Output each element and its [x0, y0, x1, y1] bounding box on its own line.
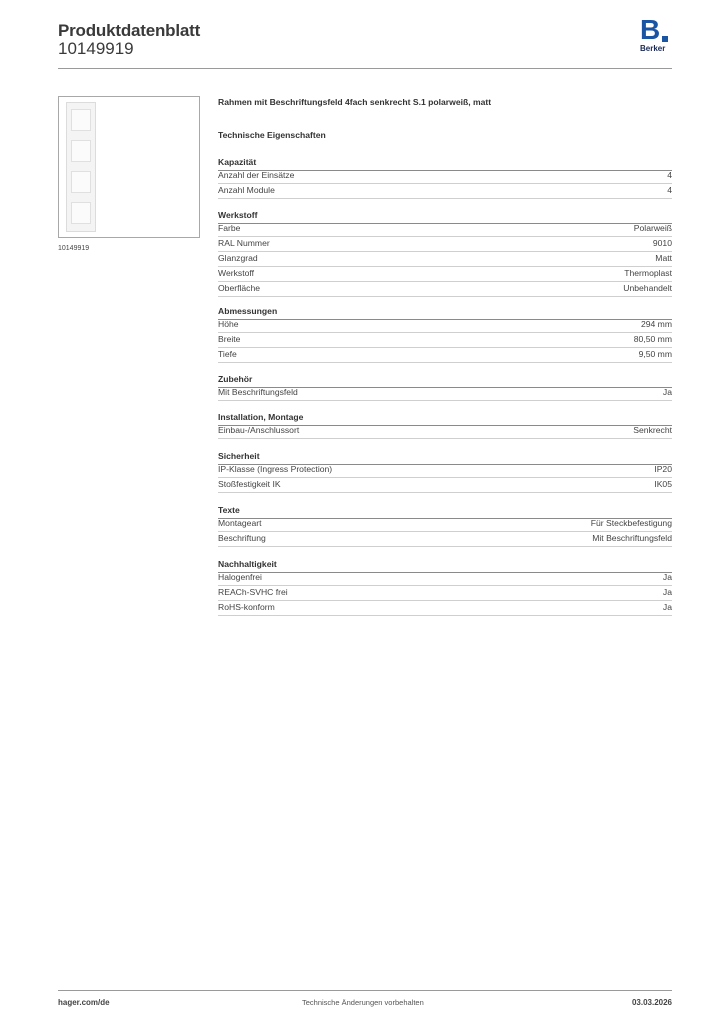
spec-value: Ja [662, 387, 672, 397]
spec-row [218, 517, 672, 532]
footer-website: hager.com/de [58, 998, 110, 1007]
footer-date: 03.03.2026 [631, 998, 672, 1007]
group-title: Sicherheit [218, 451, 672, 465]
spec-row [218, 222, 672, 237]
spec-key: IP-Klasse (Ingress Protection) [218, 464, 333, 474]
group-title: Nachhaltigkeit [218, 559, 672, 573]
header-divider [58, 68, 672, 69]
frame-cell [71, 109, 91, 131]
spec-value: Für Steckbefestigung [590, 518, 672, 528]
spec-row [218, 586, 672, 601]
spec-key: Farbe [218, 223, 241, 233]
spec-key: Halogenfrei [218, 572, 262, 582]
spec-key: Breite [218, 334, 241, 344]
footer-divider [58, 990, 672, 991]
spec-value: 294 mm [640, 319, 672, 329]
group-title: Kapazität [218, 157, 672, 171]
spec-row [218, 318, 672, 333]
group-title: Installation, Montage [218, 412, 672, 426]
spec-key: Anzahl Module [218, 185, 275, 195]
page-title: Produktdatenblatt [58, 21, 201, 40]
spec-value: Ja [662, 587, 672, 597]
spec-key: RAL Nummer [218, 238, 270, 248]
spec-row [218, 333, 672, 348]
spec-value: IK05 [654, 479, 672, 489]
spec-key: Stoßfestigkeit IK [218, 479, 281, 489]
spec-row [218, 424, 672, 439]
spec-value: Ja [662, 572, 672, 582]
spec-value: Polarweiß [633, 223, 672, 233]
spec-key: Tiefe [218, 349, 237, 359]
footer-notice: Technische Änderungen vorbehalten [302, 998, 424, 1007]
spec-value: Matt [655, 253, 672, 263]
frame-cell [71, 171, 91, 193]
logo-text: Berker [640, 44, 666, 53]
spec-key: Beschriftung [218, 533, 266, 543]
brand-logo [640, 16, 674, 56]
spec-value: Senkrecht [633, 425, 672, 435]
spec-row [218, 571, 672, 586]
group-title: Werkstoff [218, 210, 672, 224]
spec-row [218, 267, 672, 282]
spec-key: Werkstoff [218, 268, 254, 278]
image-caption: 10149919 [58, 245, 90, 252]
frame-cell [71, 140, 91, 162]
spec-key: Glanzgrad [218, 253, 258, 263]
group-title: Abmessungen [218, 306, 672, 320]
spec-value: 4 [667, 170, 672, 180]
spec-row [218, 478, 672, 493]
spec-row [218, 386, 672, 401]
spec-value: 9,50 mm [638, 349, 672, 359]
frame-cell [71, 202, 91, 224]
group-title: Zubehör [218, 374, 672, 388]
section-heading: Technische Eigenschaften [218, 130, 326, 140]
product-image [58, 96, 200, 238]
spec-row [218, 184, 672, 199]
logo-mark: B [640, 14, 661, 45]
logo-dot [662, 36, 668, 42]
spec-key: Anzahl der Einsätze [218, 170, 295, 180]
product-name: Rahmen mit Beschriftungsfeld 4fach senkrecht S.1 polarweiß, matt [218, 97, 492, 107]
spec-row [218, 463, 672, 478]
spec-key: Oberfläche [218, 283, 261, 293]
group-title: Texte [218, 505, 672, 519]
spec-value: Thermoplast [624, 268, 672, 278]
spec-value: IP20 [654, 464, 672, 474]
spec-key: Höhe [218, 319, 239, 329]
spec-value: 9010 [652, 238, 672, 248]
spec-value: Unbehandelt [623, 283, 672, 293]
spec-row [218, 169, 672, 184]
spec-key: REACh-SVHC frei [218, 587, 288, 597]
spec-value: Ja [662, 602, 672, 612]
spec-key: Mit Beschriftungsfeld [218, 387, 298, 397]
spec-value: 80,50 mm [633, 334, 672, 344]
frame-illustration [66, 102, 96, 232]
product-id: 10149919 [58, 39, 134, 58]
spec-key: RoHS-konform [218, 602, 275, 612]
spec-key: Montageart [218, 518, 262, 528]
spec-row [218, 601, 672, 616]
spec-key: Einbau-/Anschlussort [218, 425, 300, 435]
spec-value: Mit Beschriftungsfeld [592, 533, 672, 543]
spec-row [218, 282, 672, 297]
spec-row [218, 348, 672, 363]
spec-row [218, 237, 672, 252]
spec-row [218, 252, 672, 267]
spec-value: 4 [667, 185, 672, 195]
spec-row [218, 532, 672, 547]
